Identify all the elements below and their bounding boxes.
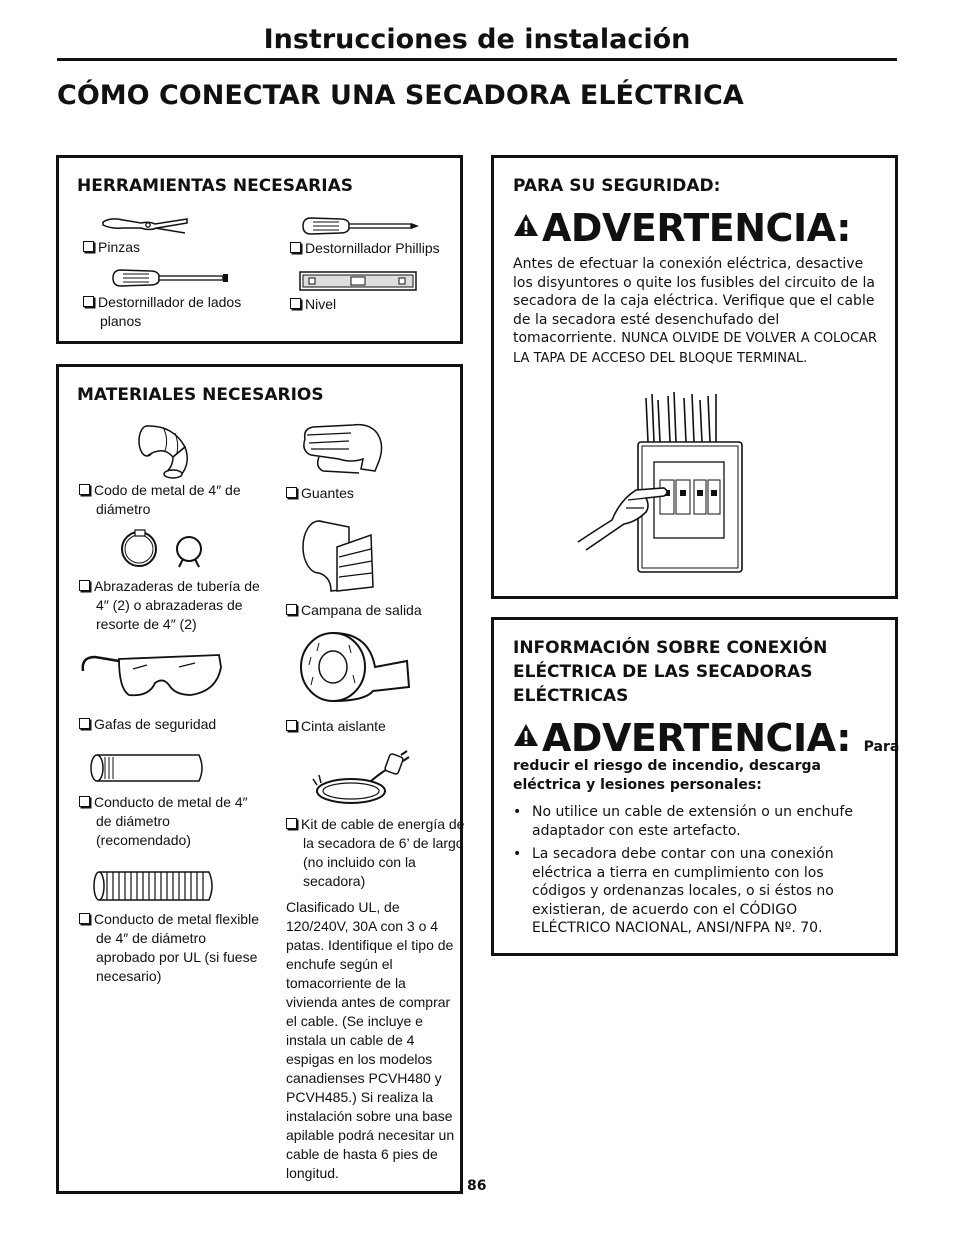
power-cord-kit-icon	[311, 749, 411, 809]
tool-item-phillips	[290, 239, 440, 258]
checkbox-icon	[79, 718, 90, 729]
checkbox-icon	[286, 487, 297, 498]
material-label: Guantes	[301, 485, 354, 501]
page-number: 86	[467, 1178, 487, 1194]
flat-screwdriver-icon	[109, 266, 231, 290]
checkbox-icon	[286, 720, 297, 731]
electrical-info-box	[491, 617, 898, 956]
tool-label: Destornillador de lados planos	[98, 294, 242, 329]
electrical-bullet-list	[513, 803, 873, 938]
material-item-glasses	[79, 715, 216, 734]
material-item-clamps	[79, 577, 276, 634]
exhaust-hood-icon	[297, 517, 377, 593]
material-label: Conducto de metal de 4″ de diámetro (recomendado)	[94, 794, 248, 848]
checkbox-icon	[79, 580, 90, 591]
materials-box	[56, 364, 463, 1194]
warning-label: ADVERTENCIA:	[542, 206, 851, 250]
header-divider	[57, 58, 897, 61]
electrical-warning-heading	[513, 716, 899, 760]
rigid-duct-icon	[89, 753, 207, 783]
warning-triangle-icon	[513, 213, 539, 237]
checkbox-icon	[79, 796, 90, 807]
gloves-icon	[299, 419, 387, 475]
tool-label: Pinzas	[98, 239, 141, 255]
bullet-item: • La secadora debe contar con una conexión eléctrica a tierra en cumplimiento con los códigos y ordenanzas locales, o si éstos no existieran, de acuerdo con el CÓDIGO ELÉCTRICO NACIONAL, ANSI/NFPA Nº. 70.	[513, 845, 873, 938]
material-label: Abrazaderas de tubería de 4″ (2) o abrazaderas de resorte de 4″ (2)	[94, 578, 260, 632]
safety-text	[513, 255, 883, 368]
material-item-elbow	[79, 481, 256, 519]
tool-label: Nivel	[305, 296, 337, 312]
material-item-rigid-duct	[79, 793, 256, 850]
safety-title: PARA SU SEGURIDAD:	[513, 176, 721, 196]
material-item-power-cord	[286, 815, 473, 891]
safety-warning-heading	[513, 206, 851, 250]
section-header-title: Instrucciones de instalación	[263, 24, 691, 55]
material-label: Cinta aislante	[301, 718, 386, 734]
pliers-icon	[101, 213, 189, 237]
material-label: Gafas de seguridad	[94, 716, 217, 732]
checkbox-icon	[290, 298, 301, 309]
safety-box	[491, 155, 898, 599]
checkbox-icon	[79, 913, 90, 924]
electrical-title: INFORMACIÓN SOBRE CONEXIÓN ELÉCTRICA DE LAS SECADORAS ELÉCTRICAS	[513, 638, 828, 706]
checkbox-icon	[83, 296, 94, 307]
warning-triangle-icon	[513, 723, 539, 747]
breaker-panel-illustration	[576, 390, 756, 580]
level-icon	[299, 271, 417, 291]
flexible-duct-icon	[93, 869, 217, 903]
metal-elbow-icon	[133, 423, 193, 479]
safety-text-2: NUNCA OLVIDE DE VOLVER A COLOCAR LA TAPA DE ACCESO DEL BLOQUE TERMINAL.	[513, 331, 878, 366]
safety-glasses-icon	[79, 649, 225, 705]
tool-label: Destornillador Phillips	[305, 240, 440, 256]
bullet-item: • No utilice un cable de extensión o un enchufe adaptador con este artefacto.	[513, 803, 873, 840]
material-label: Conducto de metal flexible de 4″ de diámetro aprobado por UL (si fuese necesario)	[94, 911, 259, 984]
material-label: Codo de metal de 4″ de diámetro	[94, 482, 241, 517]
pipe-clamps-icon	[117, 529, 217, 571]
tool-item-nivel	[290, 295, 336, 314]
tools-title: HERRAMIENTAS NECESARIAS	[77, 176, 354, 196]
material-label: Kit de cable de energía de la secadora de 6’ de largo (no incluido con la secadora)	[301, 816, 465, 889]
checkbox-icon	[79, 484, 90, 495]
power-cord-note: Clasificado UL, de 120/240V, 30A con 3 o 4 patas. Identifique el tipo de enchufe según el tomacorriente de la vivienda antes de comprar el cable. (Se incluye e instala un cable de 4 espigas en los modelos canadienses PCVH480 y PCVH485.) Si realiza la instalación sobre una base apilable podrá necesitar un cable de hasta 6 pies de longitud.	[286, 899, 455, 1181]
material-item-gloves	[286, 484, 354, 503]
warning-lead-text: Para	[863, 739, 900, 755]
phillips-screwdriver-icon	[299, 214, 421, 238]
page-title: CÓMO CONECTAR UNA SECADORA ELÉCTRICA	[57, 80, 744, 111]
material-item-flexible-duct	[79, 910, 266, 986]
material-label: Campana de salida	[301, 602, 422, 618]
safety-text-1: Antes de efectuar la conexión eléctrica, desactive los disyuntores o quite los fusibles del circuito de la secadora de la caja eléctrica. Verifique que el cable de la secadora esté desenchufado del tomacorriente.	[513, 256, 875, 346]
checkbox-icon	[286, 818, 297, 829]
electrical-warning-continuation: reducir el riesgo de incendio, descarga eléctrica y lesiones personales:	[513, 758, 821, 793]
checkbox-icon	[83, 241, 94, 252]
checkbox-icon	[286, 604, 297, 615]
warning-label: ADVERTENCIA:	[542, 716, 851, 760]
duct-tape-icon	[299, 631, 411, 705]
checkbox-icon	[290, 242, 301, 253]
material-item-hood	[286, 601, 422, 620]
tool-item-pinzas	[83, 238, 140, 257]
tools-box	[56, 155, 463, 344]
material-item-tape	[286, 717, 386, 736]
tool-item-flat	[83, 293, 280, 331]
materials-title: MATERIALES NECESARIOS	[77, 385, 324, 405]
